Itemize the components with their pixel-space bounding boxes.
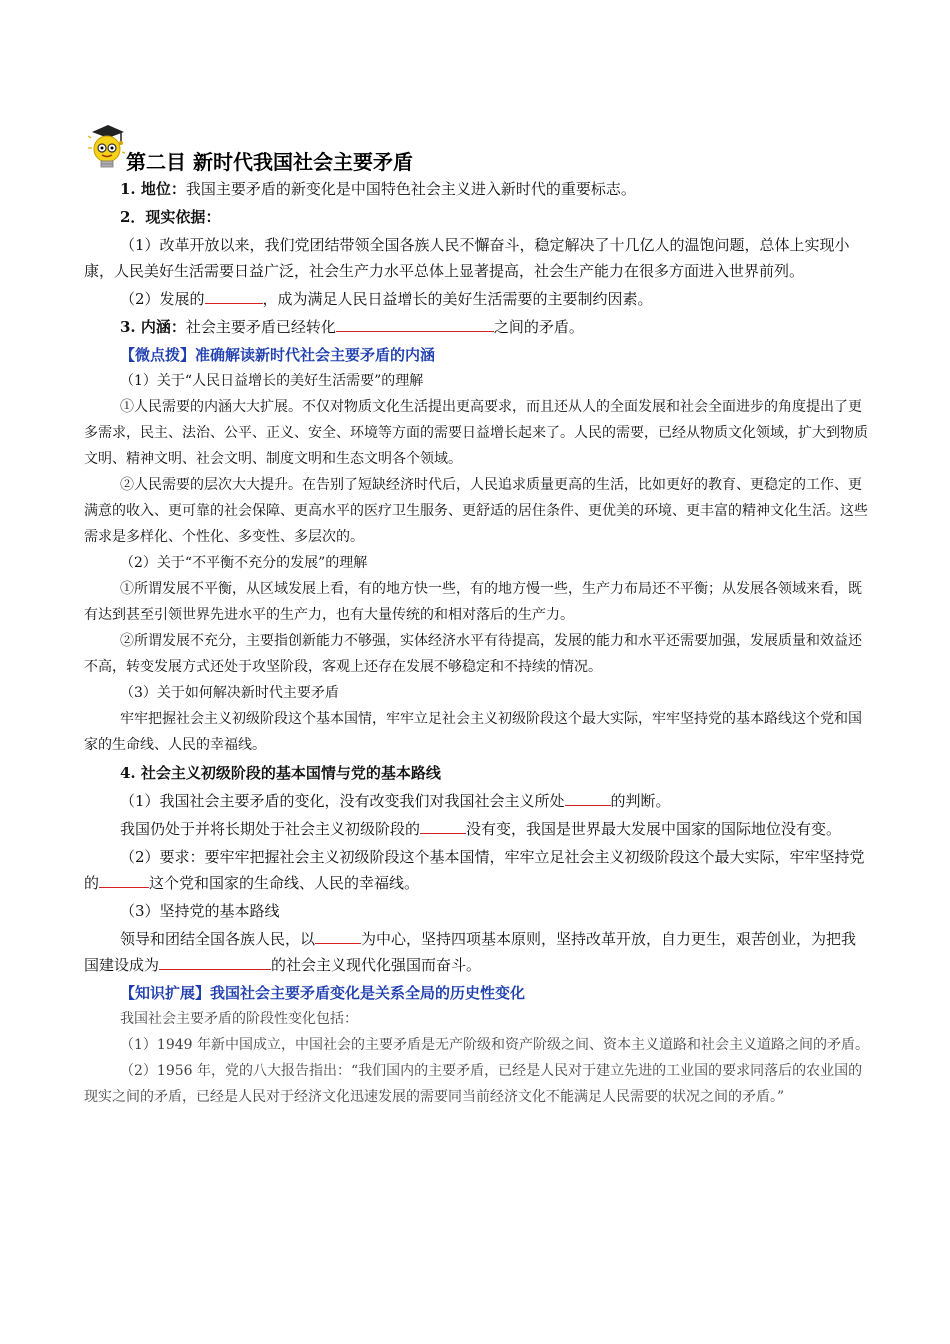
fill-blank[interactable] bbox=[336, 315, 494, 332]
tip-paragraph-1: ①人民需要的内涵大大扩展。不仅对物质文化生活提出更高要求，而且还从人的全面发展和社会全面进步的角度提出了更多需求，民主、法治、公平、正义、安全、环境等方面的需要日益增长起来了。人民的需要，已经从物质文化领域，扩大到物质文明、精神文明、社会文明、制度文明和生态文明各个领域。 bbox=[84, 399, 868, 467]
basic-line-p3-end: 这个党和国家的生命线、人民的幸福线。 bbox=[149, 874, 420, 892]
basic-line-p3 bbox=[84, 844, 870, 896]
position-text: 我国主要矛盾的新变化是中国特色社会主义进入新时代的重要标志。 bbox=[185, 180, 636, 198]
basic-line-p5-start: 领导和团结全国各族人民，以 bbox=[120, 930, 316, 948]
basic-line-p5-end: 的社会主义现代化强国而奋斗。 bbox=[271, 956, 482, 974]
basis-p2-start: （2）发展的 bbox=[120, 290, 205, 308]
basis-paragraph-2 bbox=[84, 286, 870, 312]
extension-heading: 【知识扩展】我国社会主要矛盾变化是关系全局的历史性变化 bbox=[120, 984, 526, 1002]
connotation-start: 社会主要矛盾已经转化 bbox=[185, 318, 336, 336]
basis-p2-end: ，成为满足人民日益增长的美好生活需要的主要制约因素。 bbox=[262, 290, 653, 308]
connotation-label: 3. 内涵： bbox=[120, 318, 186, 336]
tip-paragraph-3: ①所谓发展不平衡，从区域发展上看，有的地方快一些，有的地方慢一些，生产力布局还不平衡；从发展各领域来看，既有达到甚至引领世界先进水平的生产力，也有大量传统的和相对落后的生产力。 bbox=[84, 581, 862, 623]
basic-line-p1-end: 的判断。 bbox=[610, 792, 671, 810]
position-label: 1. 地位： bbox=[120, 180, 186, 198]
tip-paragraph-4: ②所谓发展不充分，主要指创新能力不够强，实体经济水平有待提高，发展的能力和水平还需要加强，发展质量和效益还不高，转变发展方式还处于攻坚阶段，客观上还存在发展不够稳定和不持续的情况。 bbox=[84, 633, 862, 675]
basic-line-p2-end: 没有变，我国是世界最大发展中国家的国际地位没有变。 bbox=[466, 820, 842, 838]
tip-subheading-1: （1）关于“人民日益增长的美好生活需要”的理解 bbox=[120, 373, 424, 389]
connotation-paragraph bbox=[84, 314, 870, 340]
fill-blank[interactable] bbox=[205, 287, 263, 304]
basic-line-p2 bbox=[84, 816, 870, 842]
basis-label: 2．现实依据： bbox=[120, 208, 221, 226]
lightbulb-graduate-icon bbox=[86, 122, 126, 172]
basic-line-p1-start: （1）我国社会主要矛盾的变化，没有改变我们对我国社会主义所处 bbox=[120, 792, 565, 810]
basic-line-p5-mid: 为中心，坚持四项基本原则，坚持改革开放，自力更生，艰苦创业，为把我国建设成为 bbox=[84, 930, 857, 974]
position-paragraph bbox=[84, 176, 870, 202]
extension-paragraph-1: （1）1949 年新中国成立，中国社会的主要矛盾是无产阶级和资产阶级之间、资本主义道路和社会主义道路之间的矛盾。 bbox=[120, 1037, 869, 1053]
fill-blank[interactable] bbox=[159, 953, 271, 970]
extension-paragraph-2: （2）1956 年，党的八大报告指出：“我们国内的主要矛盾，已经是人民对于建立先进的工业国的要求同落后的农业国的现实之间的矛盾，已经是人民对于经济文化迅速发展的需要同当前经济文化不能满足人民需要的状况之间的矛盾。” bbox=[84, 1063, 863, 1105]
basic-line-p4: （3）坚持党的基本路线 bbox=[120, 902, 280, 920]
basic-line-p1 bbox=[84, 788, 870, 814]
connotation-end: 之间的矛盾。 bbox=[493, 318, 584, 336]
tip-paragraph-5: 牢牢把握社会主义初级阶段这个基本国情，牢牢立足社会主义初级阶段这个最大实际，牢牢坚持党的基本路线这个党和国家的生命线、人民的幸福线。 bbox=[84, 711, 862, 753]
fill-blank[interactable] bbox=[420, 817, 466, 834]
tip-subheading-2: （2）关于“不平衡不充分的发展”的理解 bbox=[120, 555, 368, 571]
fill-blank[interactable] bbox=[565, 789, 611, 806]
tip-subheading-3: （3）关于如何解决新时代主要矛盾 bbox=[120, 685, 339, 701]
section-heading bbox=[84, 118, 870, 176]
basic-line-p5 bbox=[84, 926, 870, 978]
tip-heading: 【微点拨】准确解读新时代社会主要矛盾的内涵 bbox=[120, 346, 436, 364]
fill-blank[interactable] bbox=[99, 871, 149, 888]
page-title: 第二目 新时代我国社会主要矛盾 bbox=[126, 150, 413, 174]
tip-paragraph-2: ②人民需要的层次大大提升。在告别了短缺经济时代后，人民追求质量更高的生活，比如更好的教育、更稳定的工作、更满意的收入、更可靠的社会保障、更高水平的医疗卫生服务、更舒适的居住条件、更优美的环境、更丰富的精神文化生活。这些需求是多样化、个性化、多变性、多层次的。 bbox=[84, 477, 868, 545]
document-page bbox=[84, 118, 870, 1110]
basic-line-label: 4. 社会主义初级阶段的基本国情与党的基本路线 bbox=[120, 764, 441, 782]
basic-line-p3-start: （2）要求：要牢牢把握社会主义初级阶段这个基本国情，牢牢立足社会主义初级阶段这个最大实际，牢牢坚持党的 bbox=[84, 848, 865, 892]
basis-paragraph-1: （1）改革开放以来，我们党团结带领全国各族人民不懈奋斗，稳定解决了十几亿人的温饱问题，总体上实现小康，人民美好生活需要日益广泛，社会生产力水平总体上显著提高，社会生产能力在很多方面进入世界前列。 bbox=[84, 236, 850, 280]
basic-line-p2-start: 我国仍处于并将长期处于社会主义初级阶段的 bbox=[120, 820, 421, 838]
fill-blank[interactable] bbox=[315, 927, 361, 944]
extension-intro: 我国社会主要矛盾的阶段性变化包括： bbox=[120, 1011, 358, 1027]
